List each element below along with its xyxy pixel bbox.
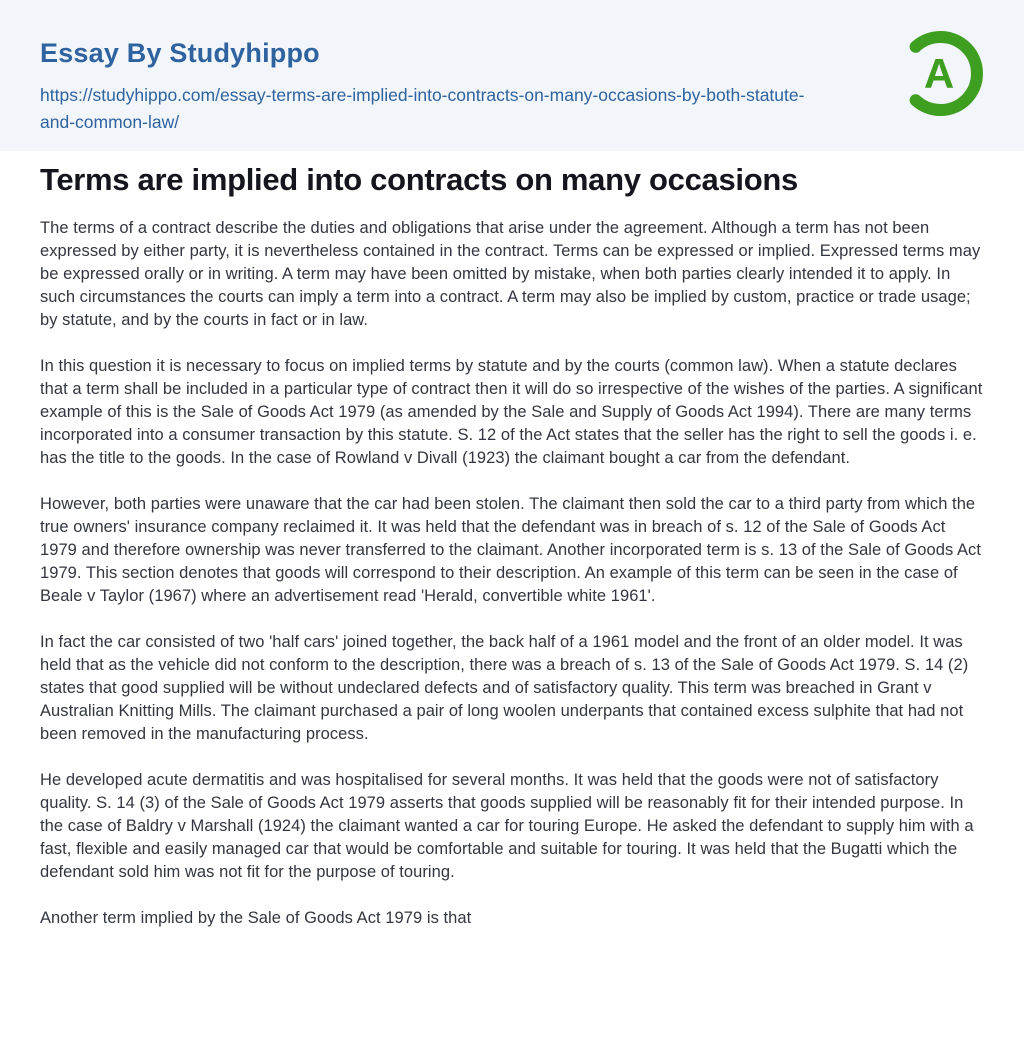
arc-circle-icon	[893, 26, 988, 121]
essay-paragraph: Another term implied by the Sale of Goods Act 1979 is that	[40, 909, 472, 927]
essay-paragraph: In this question it is necessary to focus on implied terms by statute and by the courts (common law). When a statute declares that a term shall be included in a particular type of contract then it will do so irrespective of the wishes of the parties. A significant example of this is the Sale of Goods Act 1979 (as amended by the Sale and Supply of Goods Act 1994). There are many terms incorporated into a consumer transaction by this statute. S. 12 of the Act states that the seller has the right to sell the goods i. e. has the title to the goods. In the case of Rowland v Divall (1923) the claimant bought a car from the defendant.	[40, 357, 983, 467]
essay-paragraph: However, both parties were unaware that the car had been stolen. The claimant then sold the car to a third party from which the true owners' insurance company reclaimed it. It was held that the defendant was in breach of s. 12 of the Sale of Goods Act 1979 and therefore ownership was never transferred to the claimant. Another incorporated term is s. 13 of the Sale of Goods Act 1979. This section denotes that goods will correspond to their description. An example of this term can be seen in the case of Beale v Taylor (1967) where an advertisement read 'Herald, convertible white 1961'.	[40, 495, 981, 605]
essay-title: Terms are implied into contracts on many occasions	[40, 162, 798, 197]
studyhippo-logo	[893, 26, 988, 121]
essay-content	[0, 151, 1024, 930]
page-header	[0, 0, 1024, 151]
site-title: Essay By Studyhippo	[40, 38, 320, 68]
essay-paragraph: The terms of a contract describe the duties and obligations that arise under the agreement. Although a term has not been expressed by either party, it is nevertheless contained in the contract. Terms can be expressed or implied. Expressed terms may be expressed orally or in writing. A term may have been omitted by mistake, when both parties clearly intended it to apply. In such circumstances the courts can imply a term into a contract. A term may also be implied by custom, practice or trade usage; by statute, and by the courts in fact or in law.	[40, 219, 981, 329]
logo-letter: A	[923, 50, 955, 97]
essay-paragraph: He developed acute dermatitis and was hospitalised for several months. It was held that the goods were not of satisfactory quality. S. 14 (3) of the Sale of Goods Act 1979 asserts that goods supplied will be reasonably fit for their intended purpose. In the case of Baldry v Marshall (1924) the claimant wanted a car for touring Europe. He asked the defendant to supply him with a fast, flexible and easily managed car that would be comfortable and suitable for touring. It was held that the Bugatti which the defendant sold him was not fit for the purpose of touring.	[40, 771, 974, 881]
essay-url-link[interactable]: https://studyhippo.com/essay-terms-are-implied-into-contracts-on-many-occasions-by-both-statute-and-common-law/	[40, 85, 805, 132]
essay-paragraph: In fact the car consisted of two 'half cars' joined together, the back half of a 1961 model and the front of an older model. It was held that as the vehicle did not conform to the description, there was a breach of s. 13 of the Sale of Goods Act 1979. S. 14 (2) states that good supplied will be without undeclared defects and of satisfactory quality. This term was breached in Grant v Australian Knitting Mills. The claimant purchased a pair of long woolen underpants that contained excess sulphite that had not been removed in the manufacturing process.	[40, 633, 969, 743]
